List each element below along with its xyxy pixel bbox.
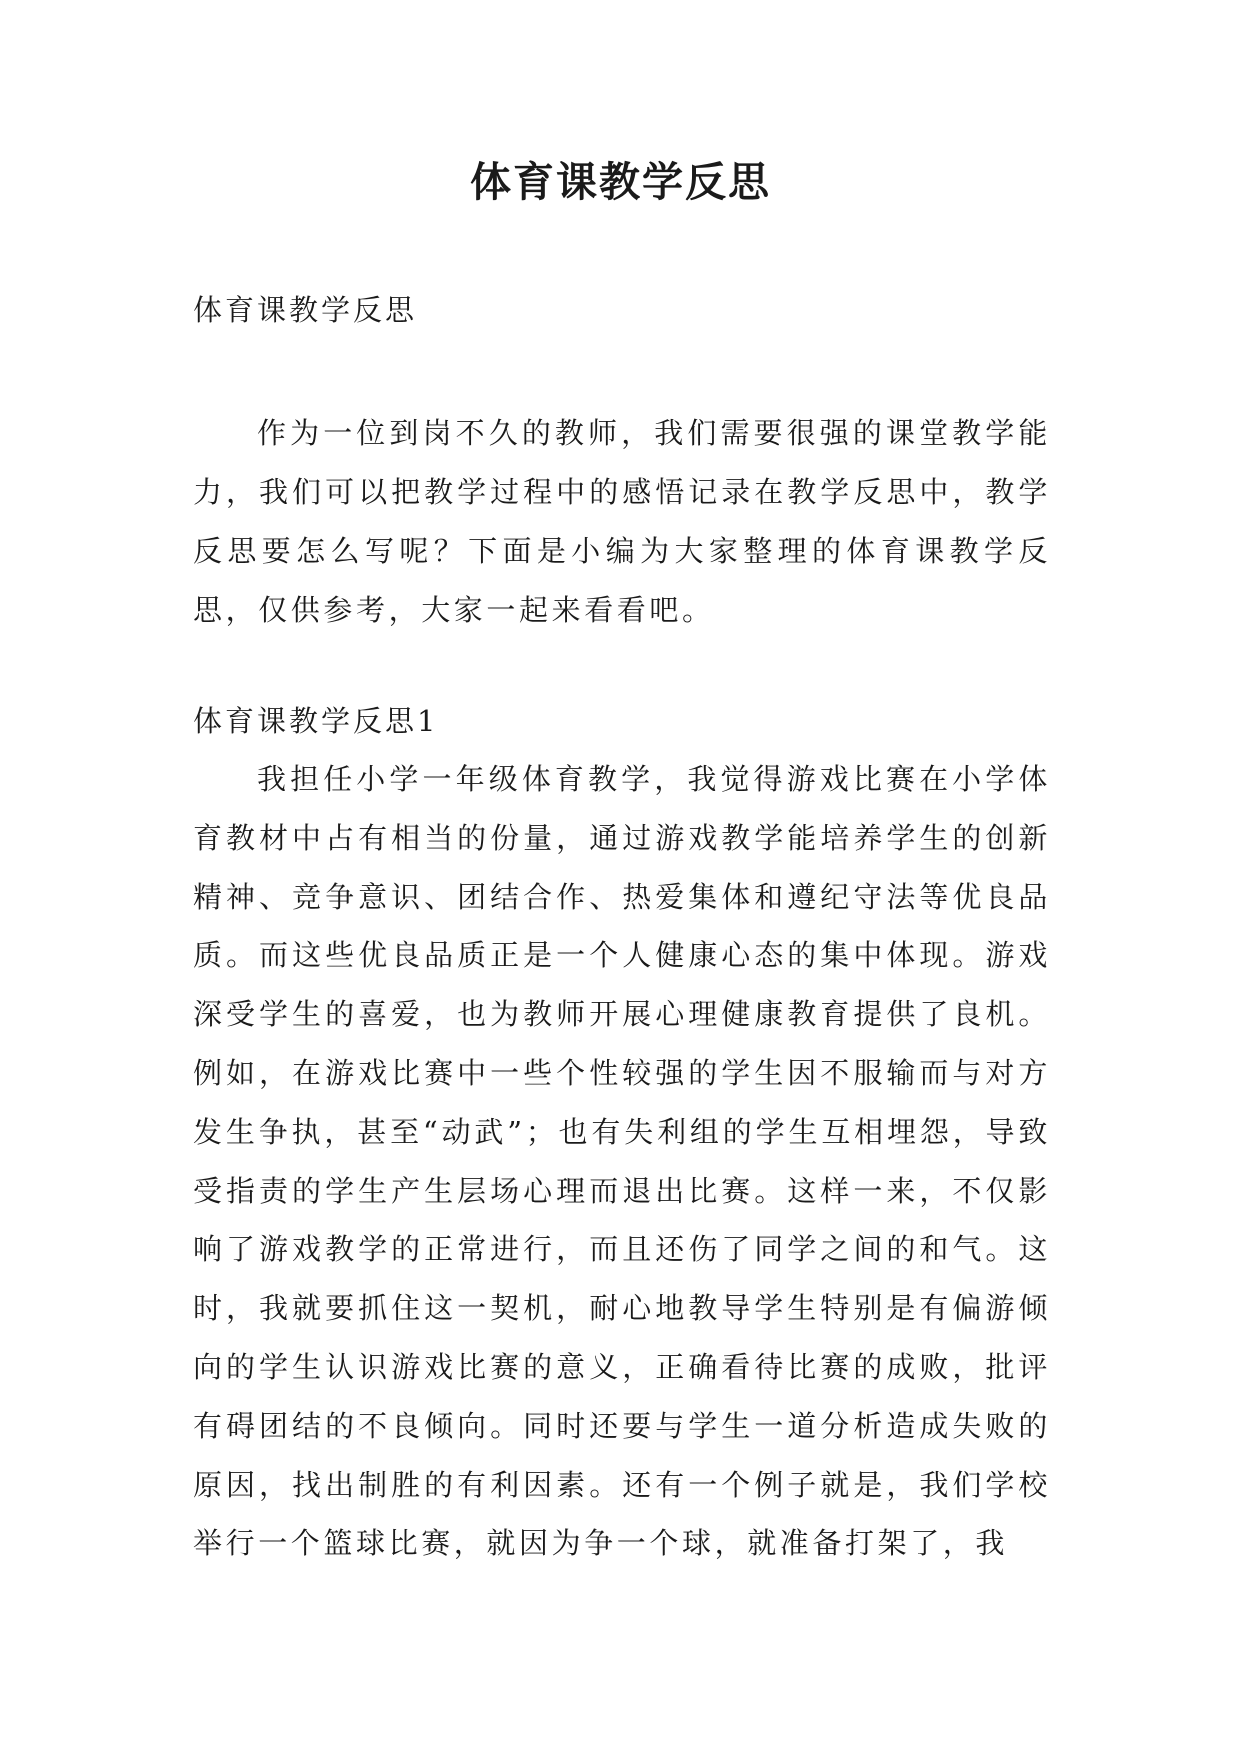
section-heading: 体育课教学反思1 [193,704,439,738]
section-body-paragraph: 我担任小学一年级体育教学，我觉得游戏比赛在小学体育教材中占有相当的份量，通过游戏教学能培养学生的创新精神、竞争意识、团结合作、热爱集体和遵纪守法等优良品质。而这些优良品质正是一个人健康心态的集中体现。游戏深受学生的喜爱，也为教师开展心理健康教育提供了良机。例如，在游戏比赛中一些个性较强的学生因不服输而与对方发生争执，甚至“动武”；也有失利组的学生互相埋怨，导致受指责的学生产生层场心理而退出比赛。这样一来，不仅影响了游戏教学的正常进行，而且还伤了同学之间的和气。这时，我就要抓住这一契机，耐心地教导学生特别是有偏游倾向的学生认识游戏比赛的意义，正确看待比赛的成败，批评有碍团结的不良倾向。同时还要与学生一道分析造成失败的原因，找出制胜的有利因素。还有一个例子就是，我们学校举行一个篮球比赛，就因为争一个球，就准备打架了，我 [193,762,1051,1561]
document-subtitle: 体育课教学反思 [193,293,418,327]
document-title: 体育课教学反思 [470,158,771,206]
intro-paragraph: 作为一位到岗不久的教师，我们需要很强的课堂教学能力，我们可以把教学过程中的感悟记录在教学反思中，教学反思要怎么写呢？下面是小编为大家整理的体育课教学反思，仅供参考，大家一起来看看吧。 [193,416,1051,627]
